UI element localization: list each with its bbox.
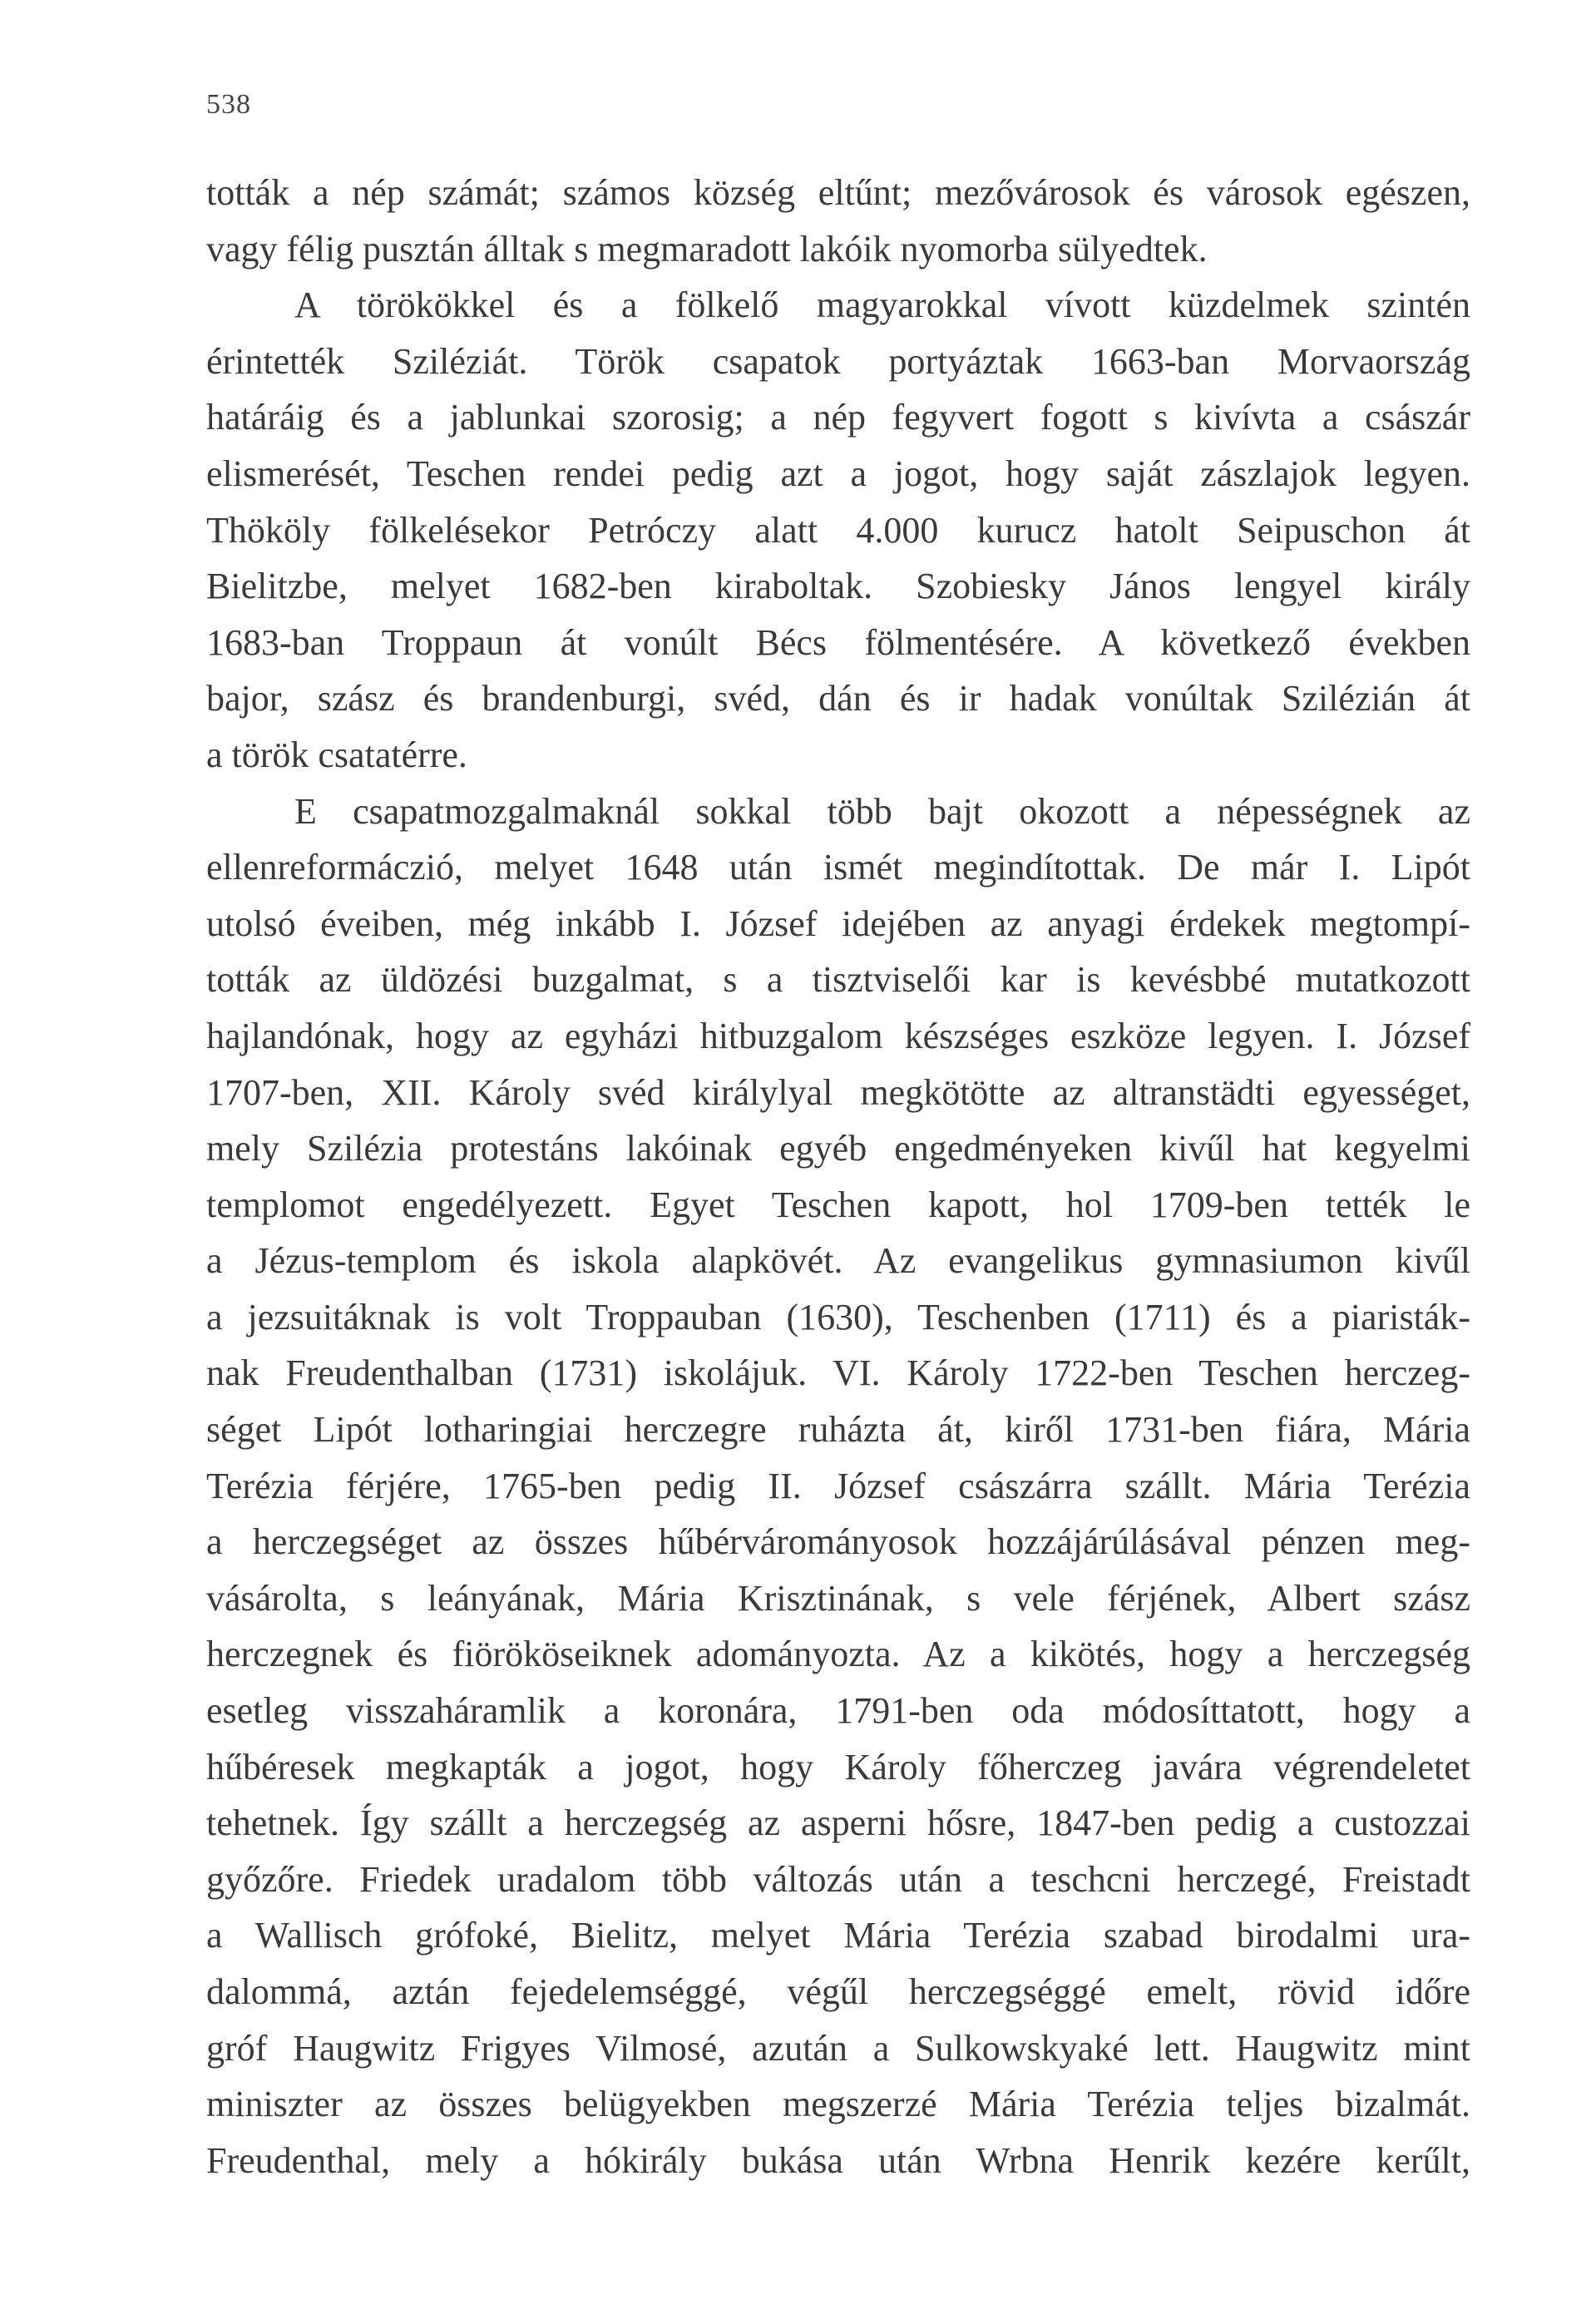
text-line: győzőre. Friedek uradalom több változás után a teschcni herczegé, Freistadt	[206, 1858, 1470, 1900]
text-line: ellenreformáczió, melyet 1648 után ismét megindítottak. De már I. Lipót	[206, 847, 1470, 888]
text-line: a herczegséget az összes hűbérvárományosok hozzájárúlásával pénzen meg-	[206, 1521, 1470, 1563]
text-line: hajlandónak, hogy az egyházi hitbuzgalom készséges eszköze legyen. I. József	[206, 1015, 1470, 1056]
text-line: dalommá, aztán fejedelemséggé, végűl herczegséggé emelt, rövid időre	[206, 1971, 1470, 2012]
text-line: a Jézus-templom és iskola alapkövét. Az evangelikus gymnasiumon kivűl	[206, 1240, 1470, 1282]
text-line: tehetnek. Így szállt a herczegség az asperni hősre, 1847-ben pedig a custozzai	[206, 1802, 1470, 1844]
text-line: 1683-ban Troppaun át vonúlt Bécs fölmentésére. A következő években	[206, 621, 1470, 663]
text-line: Freudenthal, mely a hókirály bukása után Wrbna Henrik kezére kerűlt,	[206, 2139, 1470, 2181]
text-line: tották az üldözési buzgalmat, s a tisztviselői kar is kevésbbé mutatkozott	[206, 959, 1470, 1001]
text-line: a jezsuitáknak is volt Troppauban (1630), Teschenben (1711) és a piaristák-	[206, 1296, 1470, 1338]
text-line: a Wallisch grófoké, Bielitz, melyet Mária Terézia szabad birodalmi ura-	[206, 1915, 1470, 1956]
text-line: határáig és a jablunkai szorosig; a nép fegyvert fogott s kivívta a császár	[206, 397, 1470, 438]
body-text	[206, 165, 1470, 2188]
text-line: Terézia férjére, 1765-ben pedig II. József császárra szállt. Mária Terézia	[206, 1465, 1470, 1506]
text-line: tották a nép számát; számos község eltűnt; mezővárosok és városok egészen,	[206, 172, 1470, 213]
text-line: templomot engedélyezett. Egyet Teschen kapott, hol 1709-ben tették le	[206, 1184, 1470, 1225]
text-line: Thököly fölkelésekor Petróczy alatt 4.000 kurucz hatolt Seipuschon át	[206, 509, 1470, 551]
text-line: esetleg visszaháramlik a koronára, 1791-ben oda módosíttatott, hogy a	[206, 1690, 1470, 1732]
text-line: Bielitzbe, melyet 1682-ben kiraboltak. Szobiesky János lengyel király	[206, 566, 1470, 607]
text-line: vagy félig pusztán álltak s megmaradott lakóik nyomorba sülyedtek.	[206, 228, 1208, 269]
text-line: A törökökkel és a fölkelő magyarokkal vívott küzdelmek szintén	[294, 284, 1470, 326]
text-line: herczegnek és fiörököseiknek adományozta. Az a kikötés, hogy a herczegség	[206, 1634, 1470, 1675]
page-number: 538	[206, 89, 251, 120]
text-line: 1707-ben, XII. Károly svéd királylyal megkötötte az altranstädti egyességet,	[206, 1071, 1470, 1113]
text-line: E csapatmozgalmaknál sokkal több bajt okozott a népességnek az	[294, 790, 1470, 832]
text-line: nak Freudenthalban (1731) iskolájuk. VI. Károly 1722-ben Teschen herczeg-	[206, 1352, 1470, 1394]
text-line: miniszter az összes belügyekben megszerzé Mária Terézia teljes bizalmát.	[206, 2084, 1470, 2125]
text-line: mely Szilézia protestáns lakóinak egyéb engedményeken kivűl hat kegyelmi	[206, 1128, 1470, 1169]
text-line: a török csatatérre.	[206, 734, 467, 775]
text-line: gróf Haugwitz Frigyes Vilmosé, azután a Sulkowskyaké lett. Haugwitz mint	[206, 2027, 1470, 2069]
text-line: bajor, szász és brandenburgi, svéd, dán és ir hadak vonúltak Szilézián át	[206, 678, 1470, 719]
text-line: utolsó éveiben, még inkább I. József idejében az anyagi érdekek megtompí-	[206, 902, 1470, 944]
text-line: séget Lipót lotharingiai herczegre ruházta át, kiről 1731-ben fiára, Mária	[206, 1409, 1470, 1451]
text-line: elismerését, Teschen rendei pedig azt a jogot, hogy saját zászlajok legyen.	[206, 452, 1470, 494]
text-line: hűbéresek megkapták a jogot, hogy Károly főherczeg javára végrendeletet	[206, 1746, 1470, 1788]
text-line: vásárolta, s leányának, Mária Krisztinának, s vele férjének, Albert szász	[206, 1577, 1470, 1619]
text-line: érintették Sziléziát. Török csapatok portyáztak 1663-ban Morvaország	[206, 340, 1470, 382]
